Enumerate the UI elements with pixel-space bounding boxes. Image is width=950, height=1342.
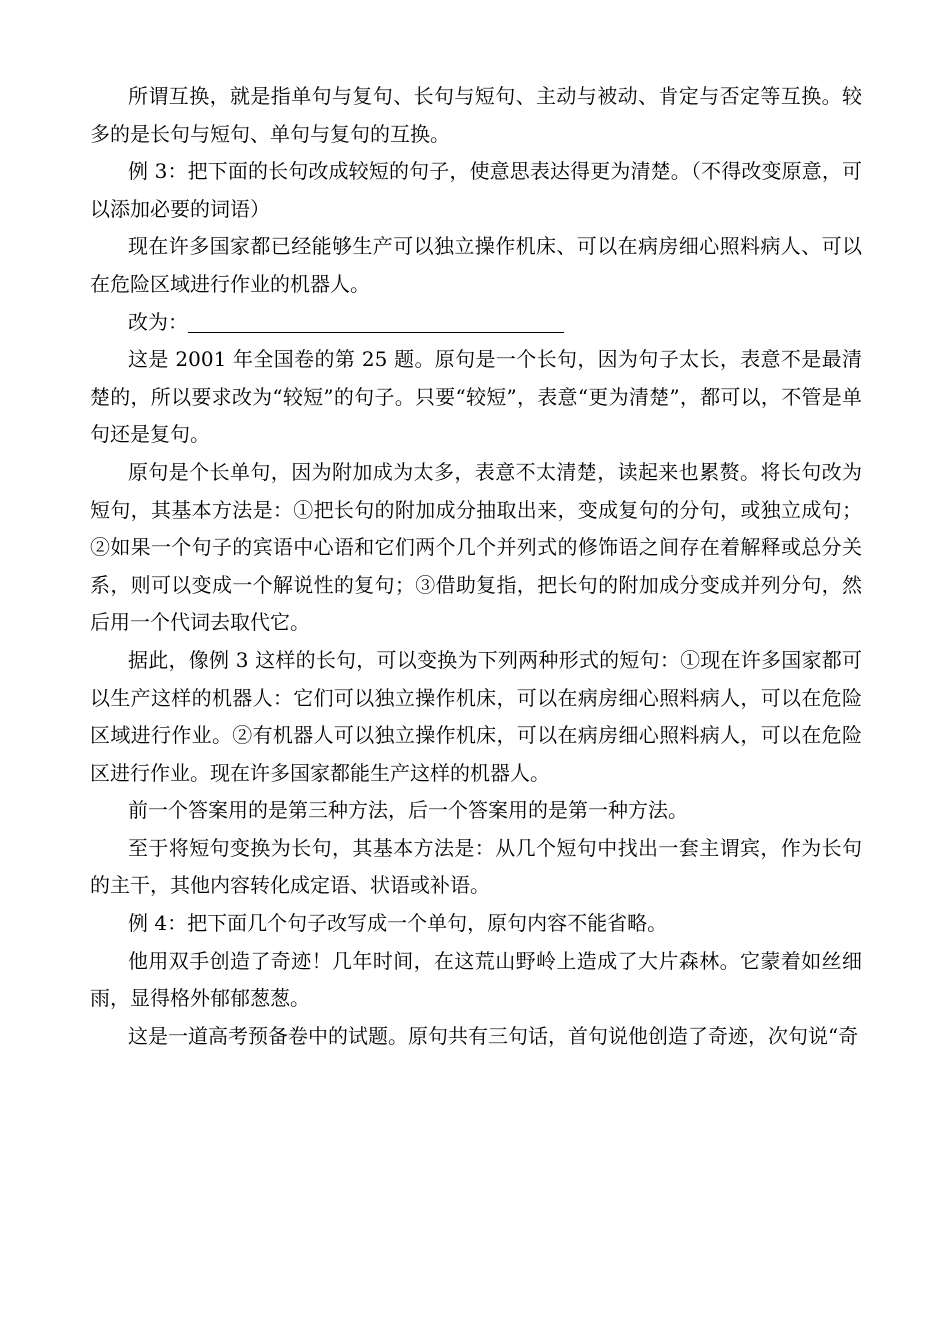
paragraph-example-4-analysis: 这是一道高考预备卷中的试题。原句共有三句话，首句说他创造了奇迹，次句说“奇	[128, 1023, 859, 1048]
paragraph-answer-methods: 前一个答案用的是第三种方法，后一个答案用的是第一种方法。	[128, 798, 688, 823]
paragraph-intro: 所谓互换，就是指单句与复句、长句与短句、主动与被动、肯定与否定等互换。较多的是长句与短句、单句与复句的互换。	[90, 84, 862, 146]
document-body	[90, 78, 862, 1055]
paragraph-method: 原句是个长单句，因为附加成为太多，表意不太清楚，读起来也累赘。将长句改为短句，其基本方法是：①把长句的附加成分抽取出来，变成复句的分句，或独立成句；②如果一个句子的宾语中心语和它们两个几个并列式的修饰语之间存在着解释或总分关系，则可以变成一个解说性的复句；③借助复指，把长句的附加成分变成并列分句，然后用一个代词去取代它。	[90, 459, 862, 635]
paragraph-example-4: 例 4：把下面几个句子改写成一个单句，原句内容不能省略。	[128, 911, 668, 936]
paragraph-example-4-sentences: 他用双手创造了奇迹！几年时间，在这荒山野岭上造成了大片森林。它蒙着如丝细雨，显得格外郁郁葱葱。	[90, 948, 862, 1011]
answer-prompt: 改为：	[128, 309, 188, 334]
paragraph-example-3: 例 3：把下面的长句改成较短的句子，使意思表达得更为清楚。（不得改变原意，可以添加必要的词语）	[90, 159, 862, 221]
paragraph-example-3-sentence: 现在许多国家都已经能够生产可以独立操作机床、可以在病房细心照料病人、可以在危险区域进行作业的机器人。	[90, 234, 862, 296]
paragraph-analysis: 这是 2001 年全国卷的第 25 题。原句是一个长句，因为句子太长，表意不是最清楚的，所以要求改为“较短”的句子。只要“较短”，表意“更为清楚”，都可以，不管是单句还是复句。	[90, 347, 862, 447]
paragraph-answers: 据此，像例 3 这样的长句，可以变换为下列两种形式的短句：①现在许多国家都可以生产这样的机器人：它们可以独立操作机床，可以在病房细心照料病人，可以在危险区域进行作业。②有机器人可以独立操作机床，可以在病房细心照料病人，可以在危险区进行作业。现在许多国家都能生产这样的机器人。	[90, 647, 862, 785]
answer-row	[90, 304, 862, 342]
answer-blank-line[interactable]	[188, 306, 564, 333]
paragraph-short-to-long: 至于将短句变换为长句，其基本方法是：从几个短句中找出一套主谓宾，作为长句的主干，其他内容转化成定语、状语或补语。	[90, 835, 862, 898]
